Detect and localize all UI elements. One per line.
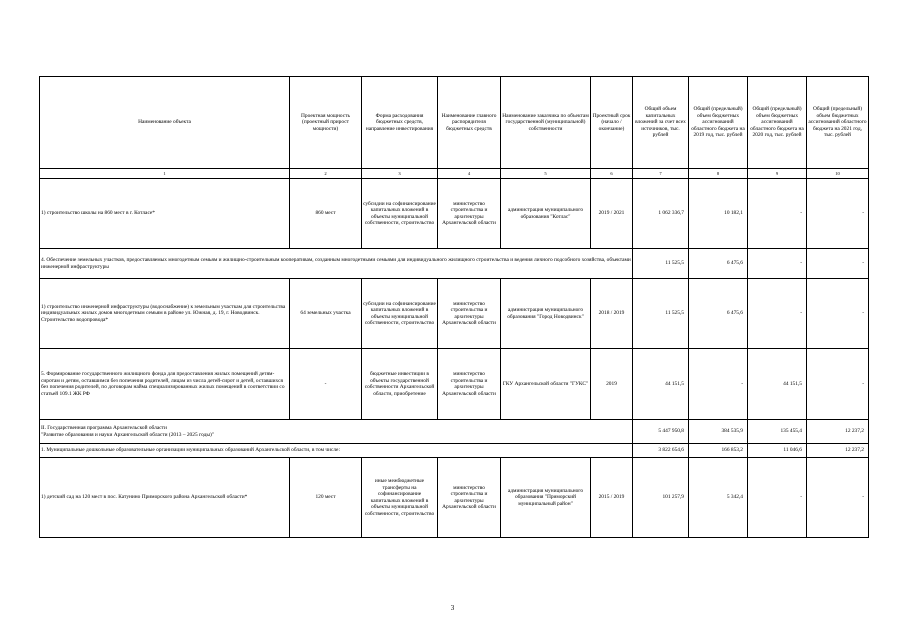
capacity: 120 мест <box>290 458 362 538</box>
amount-2019: 6 475,6 <box>689 279 748 349</box>
amount-2020: 135 455,4 <box>748 420 807 444</box>
col-number: 9 <box>748 169 807 179</box>
col-number: 3 <box>362 169 438 179</box>
header-budget-manager: Наименование главного распорядителя бюджетных средств <box>438 77 501 169</box>
total-amount: 3 822 654,6 <box>633 444 689 458</box>
col-number: 6 <box>591 169 633 179</box>
customer: администрация муниципального образования "Город Новодвинск" <box>501 279 591 349</box>
object-name: 1) строительство школы на 860 мест в г. Котласе* <box>40 179 290 249</box>
program-title <box>40 420 633 444</box>
section-title: 4. Обеспечение земельных участков, предоставляемых многодетным семьям и жилищно-строительным кооперативам, созданным многодетными семьями для индивидуального жилищного строительства и ведения личного подсобного хозяйства, объектами инженерной инфраструктуры <box>40 249 633 279</box>
table-row <box>40 349 869 420</box>
budget-manager: министерство строительства и архитектуры Архангельской области <box>438 458 501 538</box>
spending-form: субсидии на софинансирование капитальных вложений в объекты муниципальной собственности, строительство <box>362 279 438 349</box>
col-number: 7 <box>633 169 689 179</box>
table-row <box>40 179 869 249</box>
customer: администрация муниципального образования "Приморский муниципальный район" <box>501 458 591 538</box>
capacity: 860 мест <box>290 179 362 249</box>
amount-2020: 11 046,6 <box>748 444 807 458</box>
col-number: 1 <box>40 169 290 179</box>
amount-2019: 6 475,6 <box>689 249 748 279</box>
header-total: Общий объем капитальных вложений за счет всех источников, тыс. рублей <box>633 77 689 169</box>
capacity: 64 земельных участка <box>290 279 362 349</box>
amount-2020: - <box>748 279 807 349</box>
amount-2021: - <box>807 349 869 420</box>
col-number: 2 <box>290 169 362 179</box>
header-customer: Наименование заказчика по объектам государственной (муниципальной) собственности <box>501 77 591 169</box>
amount-2021: - <box>807 249 869 279</box>
total-amount: 11 525,5 <box>633 279 689 349</box>
header-2021: Общий (предельный) объем бюджетных ассигнований областного бюджета на 2021 год, тыс. рублей <box>807 77 869 169</box>
budget-manager: министерство строительства и архитектуры Архангельской области <box>438 179 501 249</box>
customer: ГКУ Архангельской области "ГУКС" <box>501 349 591 420</box>
budget-manager: министерство строительства и архитектуры Архангельской области <box>438 349 501 420</box>
amount-2021: - <box>807 179 869 249</box>
amount-2019: 10 182,1 <box>689 179 748 249</box>
total-amount: 44 151,5 <box>633 349 689 420</box>
total-amount: 1 062 336,7 <box>633 179 689 249</box>
object-name: 1) строительство инженерной инфраструктуры (водоснабжение) к земельным участкам для строительства индивидуальных жилых домов многодетным семьям в районе ул. Южная, д. 19, г. Новодвинск. Строительство водопровода* <box>40 279 290 349</box>
header-spending-form: Форма расходования бюджетных средств, направление инвестирования <box>362 77 438 169</box>
amount-2019: 384 535,9 <box>689 420 748 444</box>
object-name: 5. Формирование государственного жилищного фонда для предоставления жилых помещений детям-сиротам и детям, оставшимся без попечения родителей, лицам из числа детей-сирот и детей, оставшихся без попечения родителей, по договорам найма специализированных жилых помещений в соответствии со статьей 109.1 ЖК РФ <box>40 349 290 420</box>
amount-2021: 12 237,2 <box>807 420 869 444</box>
program-title-line1: II. Государственная программа Архангельской области <box>41 425 167 431</box>
amount-2019: 166 853,2 <box>689 444 748 458</box>
total-amount: 11 525,5 <box>633 249 689 279</box>
page-number: 3 <box>450 604 455 612</box>
spending-form: бюджетные инвестиции в объекты государственной собственности Архангельской области, приобретение <box>362 349 438 420</box>
spending-form: субсидии на софинансирование капитальных вложений в объекты муниципальной собственности, строительство <box>362 179 438 249</box>
table-row <box>40 458 869 538</box>
total-amount: 101 257,9 <box>633 458 689 538</box>
col-number: 5 <box>501 169 591 179</box>
section-title: 1. Муниципальные дошкольные образовательные организации муниципальных образований Архангельской области, в том числе: <box>40 444 633 458</box>
term: 2018 / 2019 <box>591 279 633 349</box>
header-2019: Общий (предельный) объем бюджетных ассигнований областного бюджета на 2019 год, тыс. рублей <box>689 77 748 169</box>
capacity: - <box>290 349 362 420</box>
amount-2019: - <box>689 349 748 420</box>
spending-form: иные межбюджетные трансферты на софинансирование капитальных вложений в объекты муниципальной собственности, строительство <box>362 458 438 538</box>
amount-2020: - <box>748 179 807 249</box>
term: 2015 / 2019 <box>591 458 633 538</box>
header-object-name: Наименование объекта <box>40 77 290 169</box>
amount-2019: 5 342,4 <box>689 458 748 538</box>
customer: администрация муниципального образования "Котлас" <box>501 179 591 249</box>
amount-2020: 44 151,5 <box>748 349 807 420</box>
header-2020: Общий (предельный) объем бюджетных ассигнований областного бюджета на 2020 год, тыс. рублей <box>748 77 807 169</box>
header-term: Проектный срок (начало / окончание) <box>591 77 633 169</box>
col-number: 10 <box>807 169 869 179</box>
term: 2019 <box>591 349 633 420</box>
total-amount: 5 447 950,8 <box>633 420 689 444</box>
budget-manager: министерство строительства и архитектуры Архангельской области <box>438 279 501 349</box>
column-number-row <box>40 169 869 179</box>
section-row <box>40 444 869 458</box>
table-row <box>40 279 869 349</box>
amount-2021: 12 237,2 <box>807 444 869 458</box>
program-title-line2: "Развитие образования и науки Архангельской области (2013 – 2025 годы)" <box>41 431 214 438</box>
term: 2019 / 2021 <box>591 179 633 249</box>
section-row <box>40 249 869 279</box>
col-number: 4 <box>438 169 501 179</box>
object-name: 1) детский сад на 120 мест в пос. Катунино Приморского района Архангельской области* <box>40 458 290 538</box>
col-number: 8 <box>689 169 748 179</box>
amount-2021: - <box>807 279 869 349</box>
header-capacity: Проектная мощность (проектный прирост мощности) <box>290 77 362 169</box>
investment-table <box>39 76 869 538</box>
header-row <box>40 77 869 169</box>
amount-2020: - <box>748 249 807 279</box>
program-row <box>40 420 869 444</box>
amount-2020: - <box>748 458 807 538</box>
amount-2021: - <box>807 458 869 538</box>
